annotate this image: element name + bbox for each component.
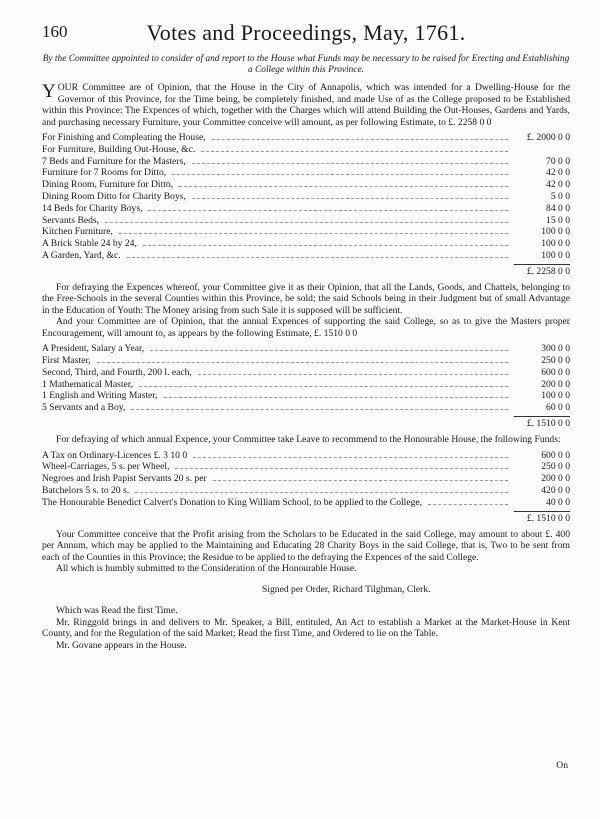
signature-line: Signed per Order, Richard Tilghman, Clerk. [262,584,431,596]
estimate1-row [42,156,570,168]
leader-dashes [201,151,508,152]
estimate2-amount: 300 0 0 [541,343,570,355]
estimate2-label: A President, Salary a Year, [42,343,145,355]
estimate1-label: 14 Beds for Charity Boys, [42,202,143,214]
funds-label: A Tax on Ordinary-Licences £. 3 10 0 [42,449,188,461]
estimate2-amount: 600 0 0 [541,366,570,378]
drop-cap: Y [42,81,56,102]
funds-amount: 600 0 0 [541,449,570,461]
paragraph-3: And your Committee are of Opinion, that the annual Expences of supporting the said College, so as to give the Masters proper Encouragement, will amount to, as appears by the following Estimate, £. 1510 0 0 [42,316,570,339]
leader-dashes [175,468,508,469]
estimate1-row [42,203,570,215]
funds-amount: 420 0 0 [541,484,570,496]
funds-row [42,497,570,509]
estimate1-amount: 42 0 0 [546,167,570,179]
estimate-2-total: £. 1510 0 0 [42,416,570,430]
estimate2-label: 1 English and Writing Master, [42,390,158,402]
estimate1-label: Furniture for 7 Rooms for Ditto, [42,167,167,179]
estimate1-row [42,226,570,238]
leader-dashes [212,139,508,140]
estimate1-label: 7 Beds and Furniture for the Masters, [42,155,186,167]
leader-dashes [198,374,508,375]
paragraph-2: For defraying the Expences whereof, your Committee give it as their Opinion, that all the Lands, Goods, and Chattels, belonging to the Free-Schools in the several Counties within this Province, be sold; the said Schools being in their Judgment but of small Advantage in the Education of Youth: The Money arising from such Sale it is supposed will be sufficient. [42,281,570,316]
estimate1-amount: 84 0 0 [546,202,570,214]
funds-row [42,473,570,485]
funds-total: £. 1510 0 0 [42,511,570,525]
estimate2-label: 1 Mathematical Master, [42,378,133,390]
page-header [42,20,570,50]
funds-amount: 200 0 0 [541,473,570,485]
estimate-2-list [42,343,570,414]
estimate1-amount: 15 0 0 [546,214,570,226]
estimate1-amount: 70 0 0 [546,155,570,167]
running-head: Votes and Proceedings, May, 1761. [146,20,466,45]
estimate1-row [42,250,570,262]
paragraph-6: All which is humbly submitted to the Consideration of the Honourable House. [56,563,357,575]
leader-dashes [150,350,508,351]
estimate1-label: Dining Room, Furniture for Ditto, [42,179,174,191]
funds-list [42,450,570,509]
paragraph-1-text: OUR Committee are of Opinion, that the House in the City of Annapolis, which was intended for a Dwelling-House for the Governor of this Province, for the Time being, be completely finished, and made Use of as the College proposed to be Established within this Province: The Expences of which, together with the Charges which will attend Building the Out-Houses, Gardens and Yards, and purchasing necessary Furniture, your Committee conceive will amount, as per following Estimate, to £. 2258 0 0 [42,82,570,128]
leader-dashes [127,257,508,258]
leader-dashes [164,397,509,398]
estimate2-row [42,343,570,355]
estimate2-amount: 60 0 0 [546,402,570,414]
leader-dashes [143,245,508,246]
estimate2-row [42,367,570,379]
estimate1-label: For Furniture, Building Out-House, &c. [42,143,196,155]
estimate1-row [42,132,570,144]
estimate1-amount: 100 0 0 [541,226,570,238]
estimate2-amount: 250 0 0 [541,355,570,367]
estimate1-label: For Finishing and Compleating the House, [42,132,206,143]
leader-dashes [179,186,508,187]
estimate2-row [42,355,570,367]
estimate1-row [42,179,570,191]
funds-label: Negroes and Irish Papist Servants 20 s. per [42,473,207,485]
leader-dashes [139,386,508,387]
estimate1-amount: 100 0 0 [541,249,570,261]
estimate1-label: A Brick Stable 24 by 24, [42,238,137,250]
leader-dashes [192,198,508,199]
estimate2-label: First Master, [42,355,91,367]
leader-dashes [135,492,508,493]
estimate1-row [42,144,570,156]
estimate2-label: 5 Servants and a Boy, [42,402,126,414]
estimate2-amount: 200 0 0 [541,378,570,390]
estimate1-amount: 100 0 0 [541,238,570,250]
funds-label: The Honourable Benedict Calvert's Donation to King William School, to be applied to the College, [42,496,423,508]
funds-amount: 250 0 0 [541,461,570,473]
funds-row [42,461,570,473]
estimate1-row [42,238,570,250]
paragraph-8: Mr. Ringgold brings in and delivers to Mr. Speaker, a Bill, entituled, An Act to establish a Market at the Market-House in Kent County, and for the Regulation of the said Market; Read the first Time, and Ordered to lie on the Table. [42,616,570,640]
estimate-1-list [42,132,570,262]
page-number: 160 [42,22,68,41]
funds-row [42,450,570,462]
leader-dashes [148,210,508,211]
estimate2-row [42,379,570,391]
estimate2-row [42,402,570,414]
estimate-1-total: £. 2258 0 0 [42,264,570,278]
funds-label: Batchelors 5 s. to 20 s. [42,484,130,496]
funds-amount: 40 0 0 [546,496,570,508]
leader-dashes [172,174,508,175]
leader-dashes [213,480,508,481]
estimate2-amount: 100 0 0 [541,390,570,402]
estimate1-label: Kitchen Furniture, [42,226,113,238]
estimate2-label: Second, Third, and Fourth, 200 l. each, [42,366,192,378]
paragraph-4: For defraying of which annual Expence, your Committee take Leave to recommend to the Honourable House, the following Funds: [56,434,561,446]
paragraph-9: Mr. Govane appears in the House. [56,639,187,651]
estimate1-row [42,191,570,203]
leader-dashes [193,457,508,458]
leader-dashes [119,233,508,234]
estimate1-label: Dining Room Ditto for Charity Boys, [42,190,186,202]
leader-dashes [192,163,508,164]
leader-dashes [428,504,508,505]
committee-intro: By the Committee appointed to consider of and report to the House what Funds may be necessary to be raised for Erecting and Establishing a College within this Province. [42,54,570,75]
leader-dashes [105,222,508,223]
estimate1-label: A Garden, Yard, &c. [42,249,121,261]
estimate1-amount: 42 0 0 [546,179,570,191]
estimate1-amount: 5 0 0 [550,190,570,202]
estimate1-amount: £. 2000 0 0 [526,132,570,143]
estimate2-row [42,390,570,402]
estimate1-row [42,167,570,179]
paragraph-5: Your Committee conceive that the Profit arising from the Scholars to be Educated in the said College, may amount to about £. 400 per Annum, which may be applied to the Maintaining and Educating 28 Charity Boys in the said College, that is, Two to be sent from each of the Counties in this Province; the Residue to be applied to the defraying the Expences of the said College. [42,528,570,563]
estimate1-row [42,215,570,227]
funds-label: Wheel-Carriages, 5 s. per Wheel, [42,461,170,473]
catchword: On [556,760,568,771]
paragraph-1 [42,82,570,128]
leader-dashes [131,409,508,410]
leader-dashes [97,362,508,363]
funds-row [42,485,570,497]
paragraph-7: Which was Read the first Time. [56,605,178,617]
estimate1-label: Servants Beds, [42,214,100,226]
